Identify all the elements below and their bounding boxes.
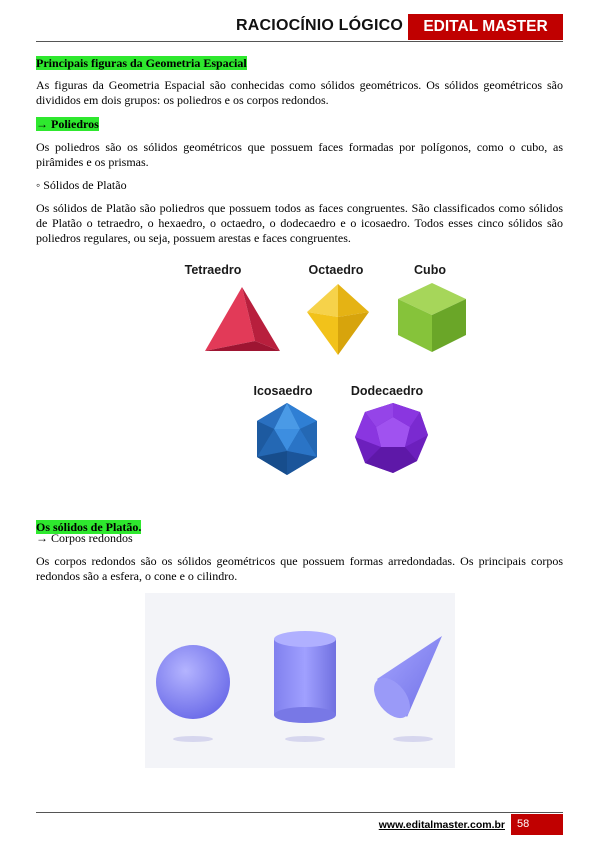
tetrahedron-shape (205, 287, 280, 351)
corpos-bullet: → Corpos redondos (36, 531, 133, 545)
poliedros-heading: → Poliedros (36, 117, 99, 131)
round-solids-figure (145, 593, 455, 768)
octahedron-shape (307, 284, 369, 355)
label-tetraedro: Tetraedro (184, 263, 242, 277)
corpos-paragraph: Os corpos redondos são os sólidos geométricos que possuem formas arredondadas. Os principais corpos redondos são a esfera, o cone e o cilindro. (36, 554, 563, 583)
label-cubo: Cubo (414, 263, 446, 277)
footer-rule (36, 812, 563, 813)
cone-shadow (393, 736, 433, 742)
platonic-solids-figure (184, 257, 475, 477)
platao-bullet: ◦ Sólidos de Platão (36, 178, 127, 192)
footer-website-link[interactable]: www.editalmaster.com.br (378, 819, 505, 831)
platonic-solids-drawing (195, 257, 475, 477)
label-icosaedro: Icosaedro (253, 384, 313, 398)
cube-shape (398, 283, 466, 352)
cone-shape (367, 636, 442, 725)
cylinder-shape (274, 631, 336, 723)
icosahedron-shape (257, 403, 317, 475)
intro-paragraph: As figuras da Geometria Espacial são conhecidas como sólidos geométricos. Os sólidos geométricos são divididos em dois grupos: os poliedros e os corpos redondos. (36, 78, 563, 107)
label-dodecaedro: Dodecaedro (350, 384, 424, 398)
section-heading: Principais figuras da Geometria Espacial (36, 56, 247, 70)
header-title: RACIOCÍNIO LÓGICO (236, 17, 403, 34)
sphere-shadow (173, 736, 213, 742)
poliedros-paragraph: Os poliedros são os sólidos geométricos que possuem faces formadas por polígonos, como o cubo, as pirâmides e os prismas. (36, 140, 563, 169)
page-header (36, 14, 563, 44)
header-brand: EDITAL MASTER (408, 14, 563, 40)
sphere-shape (156, 645, 230, 719)
page-number: 58 (511, 814, 563, 835)
label-octaedro: Octaedro (308, 263, 364, 277)
platao-paragraph: Os sólidos de Platão são poliedros que possuem todos as faces congruentes. São classificados como sólidos de Platão o tetraedro, o hexaedro, o octaedro, o dodecaedro e o icosaedro. Todos esses cinco sólidos são poliedros regulares, ou seja, possuem arestas e faces congruentes. (36, 201, 563, 245)
round-solids-drawing (145, 593, 455, 768)
figure-caption: Os sólidos de Platão. (36, 520, 142, 534)
cylinder-shadow (285, 736, 325, 742)
dodecahedron-shape (355, 403, 428, 473)
header-rule (36, 41, 563, 42)
